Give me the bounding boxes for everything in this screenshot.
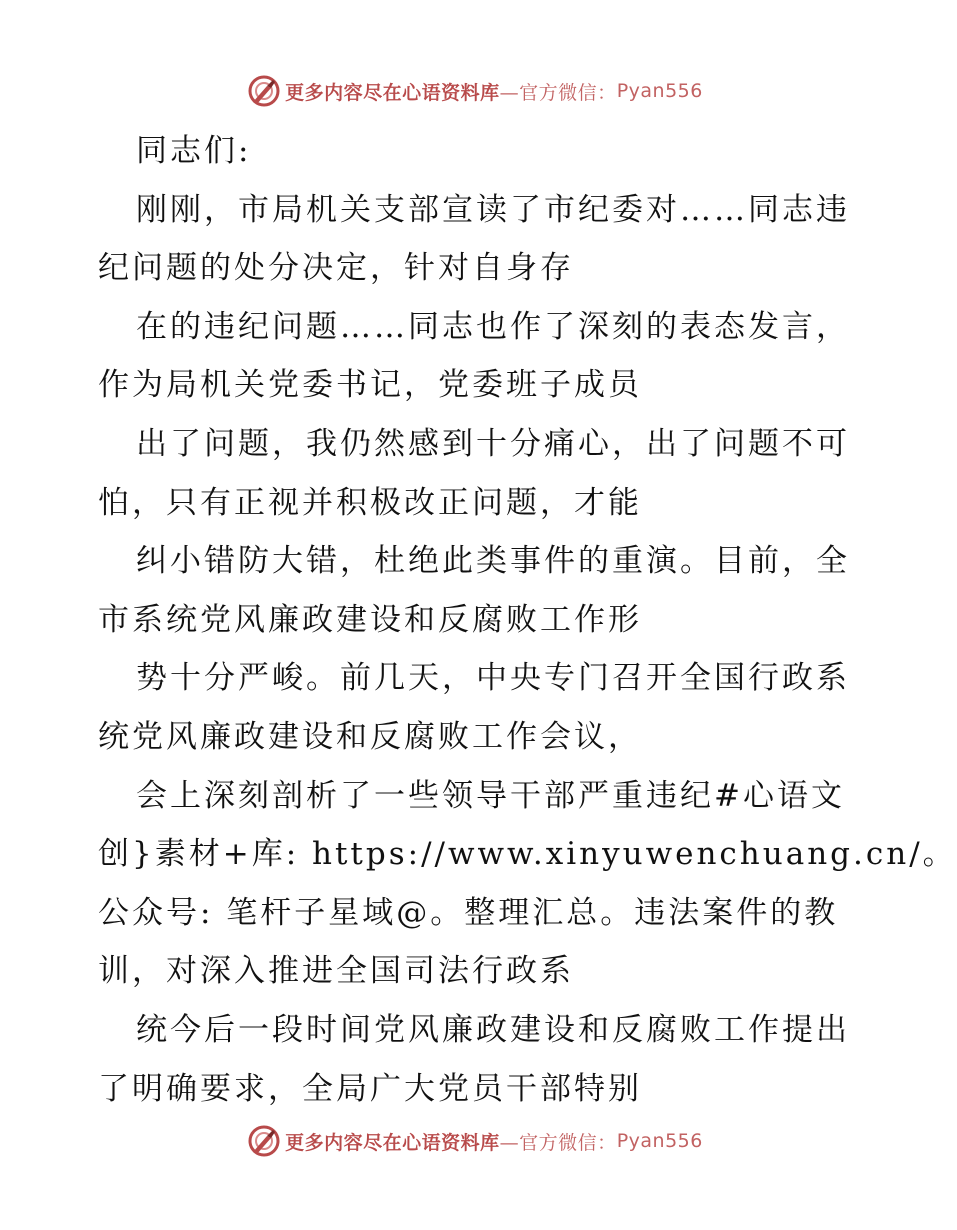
watermark-id-text: Pyan556: [616, 80, 703, 102]
text-line: 统党风廉政建设和反腐败工作会议，: [98, 718, 642, 755]
text-line: 创}素材+库: https://www.xinyuwenchuang.cn/。: [98, 836, 957, 873]
footer-watermark: [0, 1124, 950, 1158]
watermark-id-text: Pyan556: [616, 1130, 703, 1152]
text-line: 纪问题的处分决定，针对自身存: [98, 250, 574, 287]
watermark-main-text: 更多内容尽在心语资料库: [285, 1131, 500, 1154]
text-line: 公众号: 笔杆子星域@。整理汇总。违法案件的教: [98, 894, 839, 931]
header-watermark: [0, 74, 950, 108]
text-line: 统今后一段时间党风廉政建设和反腐败工作提出: [136, 1011, 850, 1048]
text-line: 训，对深入推进全国司法行政系: [98, 953, 574, 990]
text-line: 势十分严峻。前几天，中央专门召开全国行政系: [136, 660, 850, 697]
pen-logo-icon: [247, 74, 281, 108]
text-line: 同志们:: [136, 133, 252, 169]
text-line: 怕，只有正视并积极改正问题，才能: [98, 484, 642, 521]
pen-logo-icon: [247, 1124, 281, 1158]
text-line: 市系统党风廉政建设和反腐败工作形: [98, 601, 642, 638]
text-line: 纠小错防大错，杜绝此类事件的重演。目前，全: [136, 543, 850, 580]
text-line: 出了问题，我仍然感到十分痛心，出了问题不可: [136, 425, 850, 462]
watermark-sub-text: —官方微信：: [499, 1131, 617, 1154]
text-line: 刚刚，市局机关支部宣读了市纪委对……同志违: [136, 191, 850, 228]
text-line: 作为局机关党委书记，党委班子成员: [98, 367, 642, 404]
text-line: 了明确要求，全局广大党员干部特别: [98, 1070, 642, 1107]
text-line: 在的违纪问题……同志也作了深刻的表态发言，: [136, 308, 850, 345]
text-line: 会上深刻剖析了一些领导干部严重违纪#心语文: [136, 777, 845, 814]
watermark-main-text: 更多内容尽在心语资料库: [285, 81, 500, 104]
watermark-sub-text: —官方微信：: [499, 81, 617, 104]
body-text: [98, 122, 957, 1118]
